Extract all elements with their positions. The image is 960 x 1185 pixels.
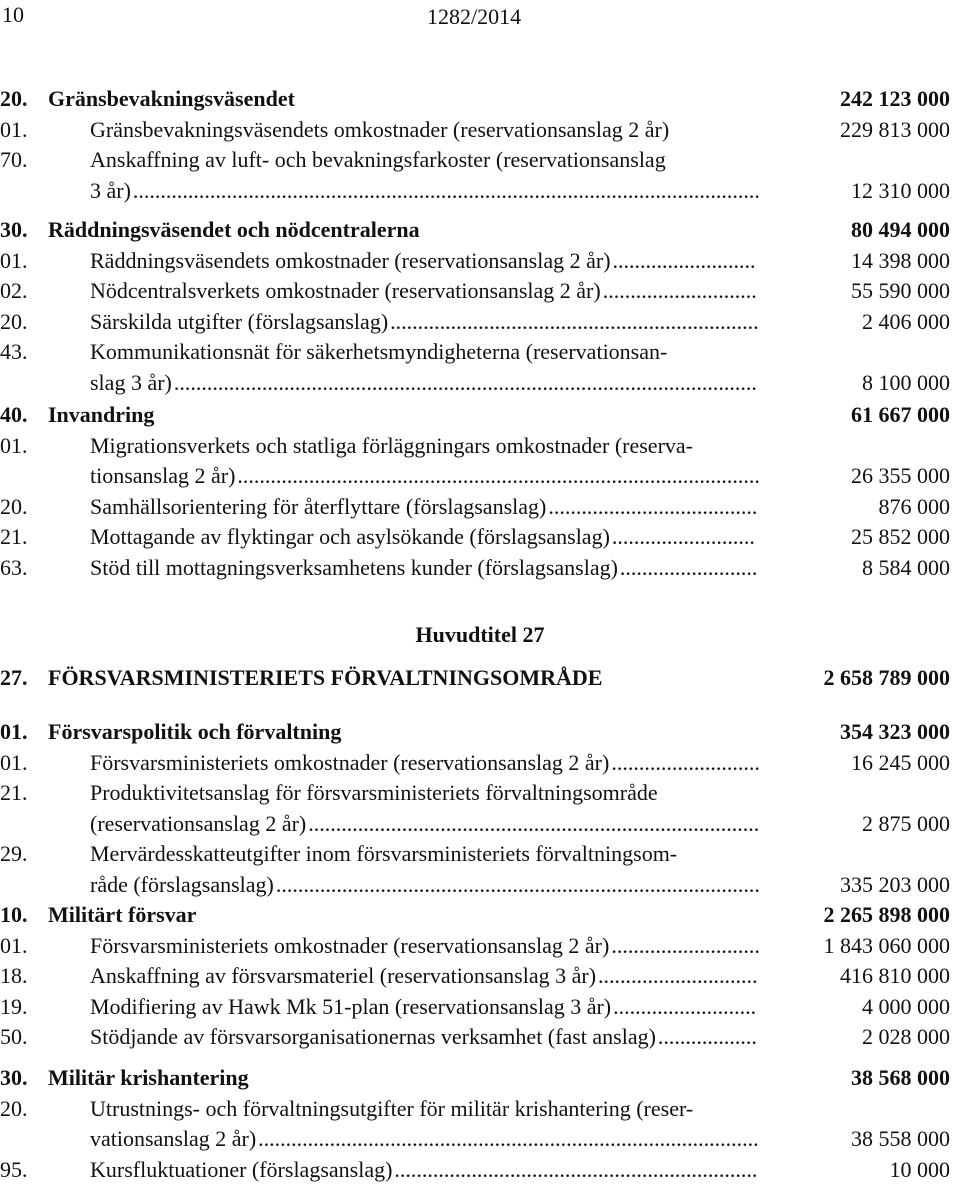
- budget-item: [0, 931, 960, 961]
- section-heading: [0, 900, 960, 930]
- item-label: Gränsbevakningsväsendet: [48, 86, 295, 111]
- budget-item: [0, 839, 960, 869]
- item-label: Anskaffning av luft- och bevakningsfarkoster (reservationsanslag: [90, 147, 666, 172]
- item-label: Gränsbevakningsväsendets omkostnader (reservationsanslag 2 år): [90, 116, 670, 142]
- document-number: 1282/2014: [427, 4, 522, 29]
- item-label: Stöd till mottagningsverksamhetens kunder (förslagsanslag): [90, 554, 618, 580]
- dot-leader: ...............................................................................................: [237, 463, 760, 488]
- item-number: 43.: [0, 339, 28, 364]
- dot-leader: .........................: [619, 554, 758, 580]
- item-amount: 8 584 000: [862, 554, 950, 580]
- section-heading: [0, 400, 960, 430]
- item-amount: 1 843 060 000: [823, 932, 950, 958]
- section-heading: [0, 215, 960, 245]
- item-amount: 80 494 000: [851, 217, 950, 242]
- budget-item: [0, 748, 960, 778]
- budget-item: [0, 961, 960, 991]
- item-label: Nödcentralsverkets omkostnader (reservationsanslag 2 år): [90, 278, 601, 303]
- item-label: FÖRSVARSMINISTERIETS FÖRVALTNINGSOMRÅDE: [48, 665, 603, 690]
- budget-item: [0, 431, 960, 461]
- page-number: 10: [2, 2, 24, 27]
- item-label: slag 3 år): [90, 369, 172, 395]
- item-label: Räddningsväsendet och nödcentralerna: [48, 217, 420, 242]
- item-amount: 2 028 000: [862, 1024, 950, 1049]
- budget-item: [0, 176, 960, 206]
- item-label: Försvarspolitik och förvaltning: [48, 719, 342, 744]
- item-amount: 25 852 000: [851, 524, 950, 549]
- dot-leader: ..................................................................................: [308, 810, 760, 836]
- item-amount: 242 123 000: [840, 86, 950, 111]
- item-label: Försvarsministeriets omkostnader (reservationsanslag 2 år): [90, 749, 610, 775]
- budget-item: [0, 870, 960, 900]
- dot-leader: ..........................................................................................................: [173, 369, 757, 395]
- item-number: 21.: [0, 780, 28, 805]
- item-label: vationsanslag 2 år): [90, 1126, 257, 1151]
- budget-item: [0, 1124, 960, 1154]
- item-amount: 335 203 000: [840, 871, 950, 897]
- item-label: Modifiering av Hawk Mk 51-plan (reservationsanslag 3 år): [90, 993, 612, 1019]
- item-label: Migrationsverkets och statliga förläggningars omkostnader (reserva-: [90, 432, 693, 458]
- item-label: Militär krishantering: [48, 1065, 249, 1090]
- item-number: 20.: [0, 308, 28, 334]
- dot-leader: ...................................................................: [390, 308, 759, 334]
- item-amount: 2 658 789 000: [823, 665, 950, 690]
- dot-leader: .............................: [598, 963, 758, 988]
- item-number: 27.: [0, 665, 28, 690]
- item-number: 02.: [0, 278, 28, 303]
- item-amount: 354 323 000: [840, 719, 950, 744]
- item-label: Räddningsväsendets omkostnader (reservationsanslag 2 år): [90, 247, 611, 273]
- budget-item: [0, 1022, 960, 1052]
- dot-leader: ........................................................................................: [275, 871, 760, 897]
- item-amount: 55 590 000: [851, 278, 950, 303]
- dot-leader: ...........................: [611, 932, 760, 958]
- item-label: Militärt försvar: [48, 902, 197, 927]
- dot-leader: ..........................: [611, 524, 755, 549]
- item-number: 70.: [0, 147, 28, 172]
- budget-item: [0, 115, 960, 145]
- dot-leader: ..................................................................: [394, 1156, 758, 1182]
- section-heading: [0, 1063, 960, 1093]
- item-label: Stödjande av försvarsorganisationernas verksamhet (fast anslag): [90, 1024, 656, 1049]
- item-amount: 8 100 000: [862, 369, 950, 395]
- item-amount: 14 398 000: [851, 247, 950, 273]
- item-number: 29.: [0, 841, 28, 866]
- budget-item: [0, 276, 960, 306]
- budget-item: [0, 778, 960, 808]
- item-label: Kommunikationsnät för säkerhetsmyndigheterna (reservationsan-: [90, 339, 668, 364]
- item-number: 19.: [0, 993, 28, 1019]
- item-number: 01.: [0, 749, 28, 775]
- budget-item: [0, 553, 960, 583]
- budget-item: [0, 1094, 960, 1124]
- item-amount: 2 265 898 000: [823, 902, 950, 927]
- item-label: råde (förslagsanslag): [90, 871, 274, 897]
- item-label: Utrustnings- och förvaltningsutgifter för militär krishantering (reser-: [90, 1095, 694, 1121]
- item-label: Försvarsministeriets omkostnader (reservationsanslag 2 år): [90, 932, 610, 958]
- budget-item: [0, 461, 960, 491]
- item-number: 01.: [0, 116, 28, 142]
- budget-item: [0, 992, 960, 1022]
- item-number: 30.: [0, 1065, 28, 1090]
- item-number: 21.: [0, 524, 28, 549]
- dot-leader: ..........................: [613, 993, 757, 1019]
- huvudtitel-heading: Huvudtitel 27: [415, 622, 545, 647]
- item-amount: 416 810 000: [840, 963, 950, 988]
- item-amount: 61 667 000: [851, 402, 950, 427]
- item-number: 20.: [0, 86, 28, 111]
- item-number: 10.: [0, 902, 28, 927]
- item-amount: 38 568 000: [851, 1065, 950, 1090]
- item-number: 01.: [0, 932, 28, 958]
- dot-leader: ...........................: [611, 749, 760, 775]
- item-label: (reservationsanslag 2 år): [90, 810, 307, 836]
- budget-item: [0, 246, 960, 276]
- budget-item: [0, 368, 960, 398]
- budget-item: [0, 809, 960, 839]
- item-label: Mottagande av flyktingar och asylsökande (förslagsanslag): [90, 524, 610, 549]
- budget-item: [0, 1155, 960, 1185]
- item-label: Samhällsorientering för återflyttare (förslagsanslag): [90, 493, 547, 519]
- item-amount: 12 310 000: [851, 177, 950, 203]
- item-amount: 2 875 000: [862, 810, 950, 836]
- item-label: Produktivitetsanslag för försvarsministeriets förvaltningsområde: [90, 780, 658, 805]
- section-heading: [0, 717, 960, 747]
- item-amount: 2 406 000: [862, 308, 950, 334]
- item-number: 40.: [0, 402, 28, 427]
- budget-item: [0, 145, 960, 175]
- item-number: 01.: [0, 719, 28, 744]
- item-number: 63.: [0, 554, 28, 580]
- budget-item: [0, 307, 960, 337]
- item-amount: 229 813 000: [840, 116, 950, 142]
- item-number: 18.: [0, 963, 28, 988]
- item-number: 01.: [0, 247, 28, 273]
- budget-item: [0, 337, 960, 367]
- item-label: Särskilda utgifter (förslagsanslag): [90, 308, 389, 334]
- ministry-heading: [0, 663, 960, 693]
- dot-leader: ............................: [602, 278, 757, 303]
- item-amount: 4 000 000: [862, 993, 950, 1019]
- item-label: Kursfluktuationer (förslagsanslag): [90, 1156, 393, 1182]
- item-amount: 876 000: [878, 493, 950, 519]
- item-number: 50.: [0, 1024, 28, 1049]
- item-number: 30.: [0, 217, 28, 242]
- dot-leader: ...........................................................................................: [258, 1126, 759, 1151]
- item-number: 20.: [0, 493, 28, 519]
- item-label: tionsanslag 2 år): [90, 463, 236, 488]
- item-label: Invandring: [48, 402, 155, 427]
- item-amount: 16 245 000: [851, 749, 950, 775]
- item-amount: 38 558 000: [851, 1126, 950, 1151]
- budget-item: [0, 492, 960, 522]
- item-label: 3 år): [90, 177, 131, 203]
- dot-leader: ..........................: [612, 247, 756, 273]
- section-heading: [0, 84, 960, 114]
- item-amount: 26 355 000: [851, 463, 950, 488]
- item-number: 20.: [0, 1095, 28, 1121]
- item-label: Mervärdesskatteutgifter inom försvarsministeriets förvaltningsom-: [90, 841, 678, 866]
- item-label: Anskaffning av försvarsmateriel (reservationsanslag 3 år): [90, 963, 597, 988]
- item-number: 95.: [0, 1156, 28, 1182]
- budget-item: [0, 522, 960, 552]
- dot-leader: ......................................: [548, 493, 758, 519]
- item-number: 01.: [0, 432, 28, 458]
- dot-leader: ..................................................................................................................: [132, 177, 760, 203]
- item-amount: 10 000: [889, 1156, 950, 1182]
- dot-leader: ..................: [657, 1024, 757, 1049]
